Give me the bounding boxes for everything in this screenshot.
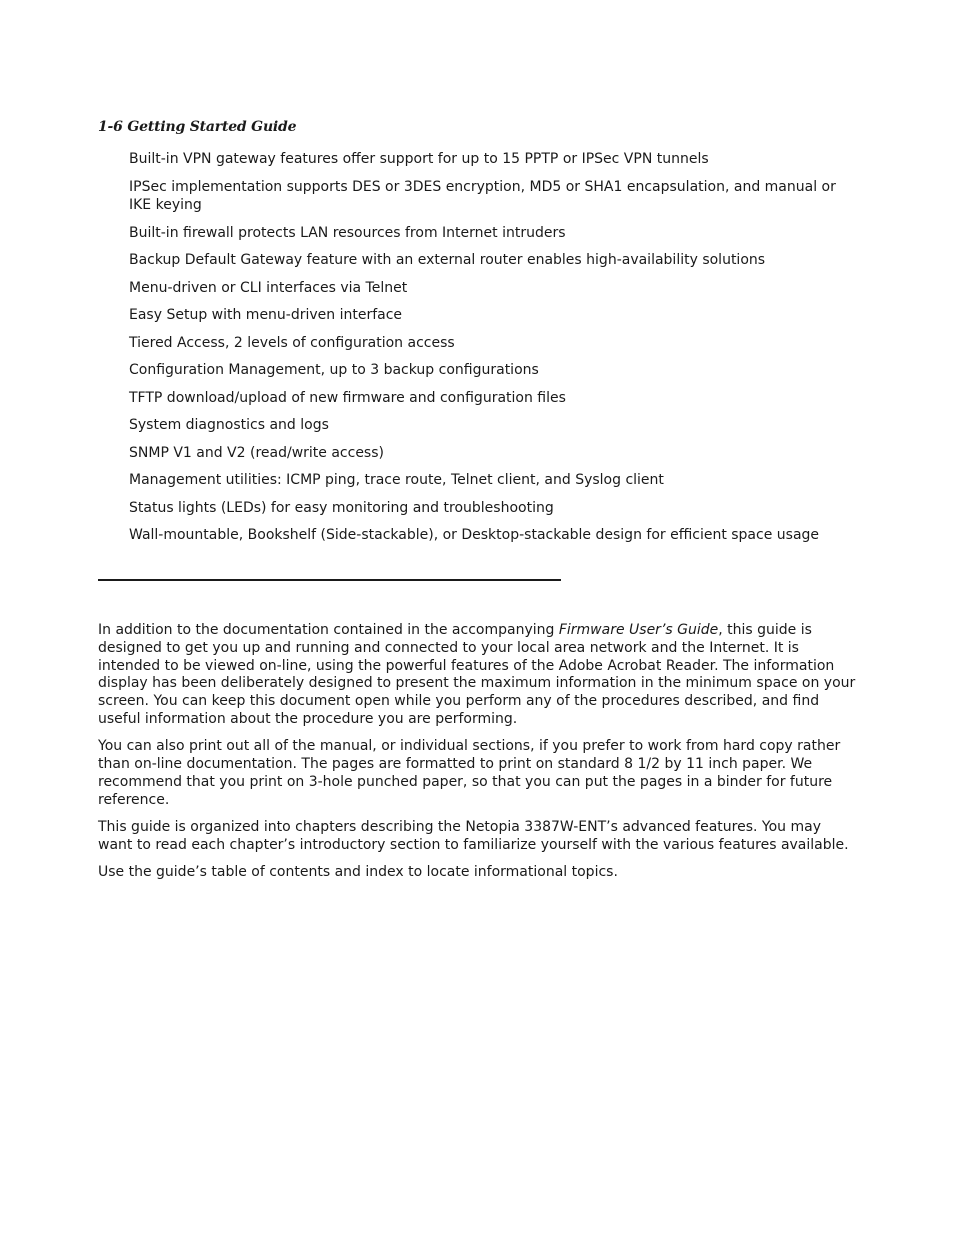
paragraph-printing: You can also print out all of the manual, or individual sections, if you prefer to work from hard copy rather than on-line documentation. The pages are formatted to print on standard 8 1/2 by 11 inch paper. We recommend that you print on 3-hole punched paper, so that you can put the pages in a binder for future reference.: [98, 738, 841, 808]
running-header: 1-6 Getting Started Guide: [98, 119, 297, 135]
list-item: Built-in VPN gateway features offer support for up to 15 PPTP or IPSec VPN tunnels: [129, 151, 709, 167]
list-item: Menu-driven or CLI interfaces via Telnet: [129, 279, 408, 296]
paragraph-organization: This guide is organized into chapters describing the Netopia 3387W-ENT’s advanced features. You may want to read each chapter’s introductory section to familiarize yourself with the various features available.: [98, 818, 849, 853]
list-item: IPSec implementation supports DES or 3DES encryption, MD5 or SHA1 encapsulation, and manual or IKE keying: [129, 178, 836, 213]
list-item: TFTP download/upload of new firmware and configuration files: [129, 389, 566, 406]
section-divider: [98, 579, 561, 581]
list-item: Wall-mountable, Bookshelf (Side-stackable), or Desktop-stackable design for efficient space usage: [129, 527, 820, 543]
firmware-guide-title: Firmware User’s Guide: [558, 622, 719, 638]
feature-list: [129, 150, 859, 554]
list-item: Configuration Management, up to 3 backup configurations: [129, 362, 539, 378]
list-item: Easy Setup with menu-driven interface: [129, 307, 403, 323]
body-text: [98, 622, 856, 891]
paragraph-navigation: Use the guide’s table of contents and index to locate informational topics.: [98, 864, 618, 881]
list-item: Status lights (LEDs) for easy monitoring and troubleshooting: [129, 499, 554, 516]
list-item: System diagnostics and logs: [129, 417, 329, 433]
paragraph-text: In addition to the documentation contained in the accompanying: [98, 622, 559, 638]
list-item: Tiered Access, 2 levels of configuration access: [129, 334, 455, 351]
list-item: Built-in firewall protects LAN resources from Internet intruders: [129, 224, 566, 241]
paragraph-text: , this guide is designed to get you up and running and connected to your local area network and the Internet. It is intended to be viewed on-line, using the powerful features of the Adobe Acrobat Reader. The information display has been deliberately designed to present the maximum information in the minimum space on your screen. You can keep this document open while you perform any of the procedures described, and find useful information about the procedure you are performing.: [98, 622, 856, 727]
list-item: SNMP V1 and V2 (read/write access): [129, 444, 384, 461]
list-item: Management utilities: ICMP ping, trace route, Telnet client, and Syslog client: [129, 472, 664, 488]
list-item: Backup Default Gateway feature with an external router enables high-availability solutions: [129, 252, 766, 268]
paragraph-intro: [98, 622, 856, 729]
